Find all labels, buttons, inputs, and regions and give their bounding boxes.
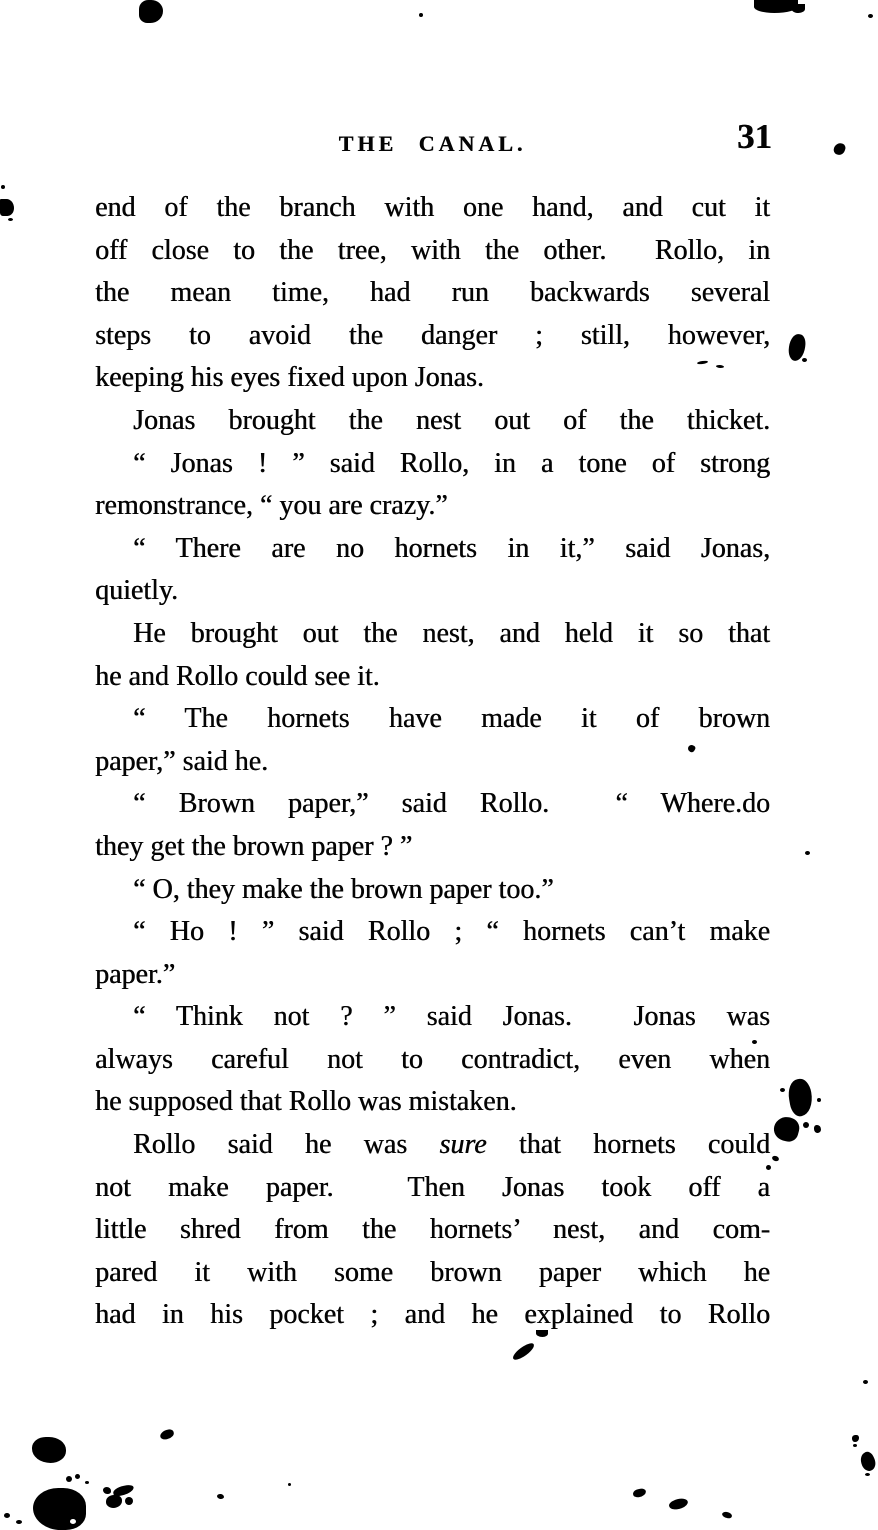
text-line: he supposed that Rollo was mistaken.: [95, 1086, 517, 1118]
ink-blot: [139, 0, 163, 23]
ink-blot: [802, 358, 807, 362]
ink-blot: [103, 1487, 111, 1494]
text-line: quietly.: [95, 575, 178, 607]
paragraph: [95, 783, 770, 868]
ink-blot: [33, 1488, 86, 1530]
paragraph: [95, 911, 770, 996]
text-line: pared it with some brown paper which he: [95, 1256, 770, 1288]
text-line: paper.”: [95, 958, 176, 990]
ink-blot: [805, 851, 810, 855]
ink-blot: [106, 1495, 122, 1508]
ink-blot: [814, 1125, 821, 1133]
text-line: “ There are no hornets in it,” said Jonas,: [133, 532, 770, 564]
text-line: not make paper. Then Jonas took off a: [95, 1171, 770, 1203]
ink-blot: [16, 1520, 22, 1524]
ink-blot: [865, 1473, 870, 1476]
ink-blot: [754, 0, 798, 13]
ink-blot: [722, 1511, 733, 1519]
text-line: off close to the tree, with the other. Rollo, in: [95, 234, 770, 266]
text-line: remonstrance, “ you are crazy.”: [95, 490, 448, 522]
text-line: paper,” said he.: [95, 745, 269, 777]
ink-blot: [70, 1519, 76, 1524]
ink-blot: [852, 1435, 859, 1442]
ink-blot: [4, 1513, 10, 1518]
text-line: Jonas brought the nest out of the thicket.: [133, 404, 770, 436]
ink-blot: [786, 1077, 815, 1117]
ink-blot: [817, 1098, 821, 1102]
text-line: He brought out the nest, and held it so that: [133, 617, 770, 649]
ink-blot: [771, 1155, 779, 1162]
paragraph: [95, 698, 770, 783]
ink-blot: [853, 1444, 857, 1447]
ink-blot: [863, 1380, 868, 1384]
ink-blot: [858, 1450, 878, 1473]
ink-blot: [217, 1493, 225, 1499]
ink-blot: [511, 1341, 537, 1362]
text-line: he and Rollo could see it.: [95, 660, 380, 692]
ink-blot: [159, 1428, 175, 1440]
ink-blot: [832, 141, 846, 156]
italic-word: sure: [439, 1129, 487, 1161]
ink-blot: [791, 4, 805, 13]
text-line: always careful not to contradict, even when: [95, 1043, 770, 1075]
paragraph: [95, 996, 770, 1124]
ink-blot: [1, 185, 5, 189]
paragraph: [95, 1124, 770, 1337]
paragraph: [95, 869, 770, 912]
paragraph: [95, 613, 770, 698]
ink-blot: [771, 1114, 801, 1144]
ink-blot: [66, 1476, 72, 1482]
ink-blot: [85, 1481, 89, 1484]
ink-blot: [125, 1497, 133, 1505]
ink-blot: [632, 1488, 646, 1498]
text-line: they get the brown paper ? ”: [95, 830, 413, 862]
text-line: the mean time, had run backwards several: [95, 277, 770, 309]
paragraph: [95, 443, 770, 528]
ink-blot: [32, 1437, 66, 1463]
text-line: “ Brown paper,” said Rollo. “ Where.do: [133, 788, 770, 820]
text-line: “ Jonas ! ” said Rollo, in a tone of strong: [133, 447, 770, 479]
text-line: “ Ho ! ” said Rollo ; “ hornets can’t make: [133, 916, 770, 948]
ink-blot: [868, 14, 873, 18]
text-line: “ O, they make the brown paper too.”: [133, 873, 554, 905]
ink-blot: [0, 199, 14, 216]
ink-blot: [787, 333, 807, 362]
text-line: Rollo said he was sure that hornets could: [133, 1129, 771, 1161]
ink-blot: [668, 1496, 689, 1512]
ink-blot: [75, 1474, 80, 1479]
text-line: had in his pocket ; and he explained to Rollo: [95, 1299, 770, 1331]
text-line: end of the branch with one hand, and cut it: [95, 192, 770, 223]
text-line: “ Think not ? ” said Jonas. Jonas was: [133, 1001, 770, 1033]
ink-blot: [8, 218, 13, 221]
ink-blot: [112, 1484, 134, 1497]
page-number: 31: [737, 117, 772, 156]
running-header: THE CANAL.: [338, 131, 527, 156]
text-line: steps to avoid the danger ; still, however,: [95, 319, 770, 351]
body-text: [95, 187, 770, 1337]
ink-blot: [288, 1483, 291, 1486]
paragraph: [95, 400, 770, 443]
paragraph: [95, 187, 770, 400]
text-line: little shred from the hornets’ nest, and com-: [95, 1214, 770, 1246]
paragraph: [95, 528, 770, 613]
ink-blot: [780, 1088, 785, 1092]
text-line: “ The hornets have made it of brown: [133, 703, 770, 735]
text-line: keeping his eyes fixed upon Jonas.: [95, 362, 484, 394]
ink-blot: [419, 13, 423, 17]
ink-blot: [803, 1122, 809, 1128]
